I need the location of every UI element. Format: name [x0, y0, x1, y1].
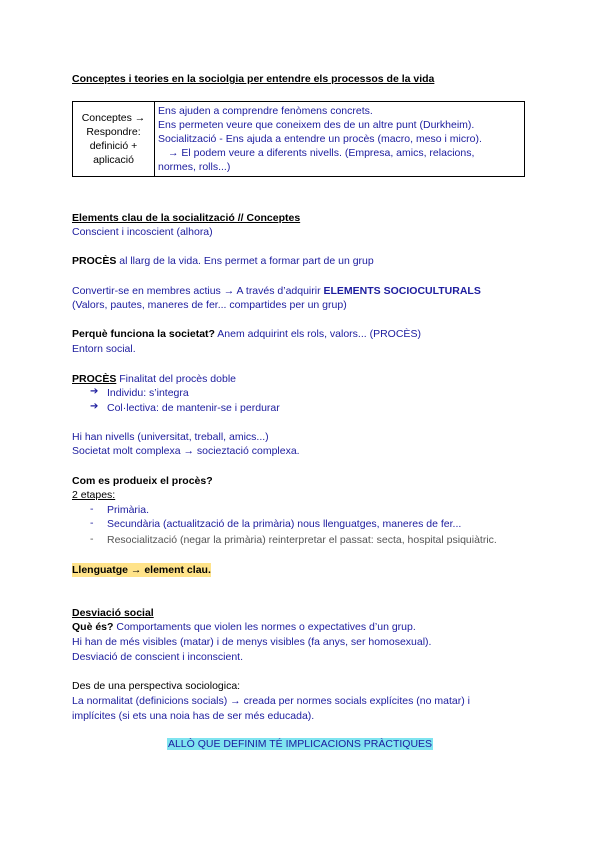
convertir-line: [72, 284, 481, 298]
left-cell-line: aplicació: [93, 154, 134, 166]
dash-bullet-icon: -: [90, 503, 94, 515]
arrow-bullet-icon: ➔: [90, 401, 99, 412]
finalitat-line: [72, 372, 236, 386]
convertir-line-2: (Valors, pautes, maneres de fer... compartides per un grup): [72, 299, 347, 311]
etapa-item: Primària.: [107, 504, 150, 516]
left-cell-line: definició +: [89, 140, 138, 152]
concept-table: [72, 101, 525, 177]
proces-rest: al llarg de la vida. Ens permet a formar part de un grup: [116, 255, 374, 267]
dash-bullet-icon: -: [90, 533, 94, 545]
normalitat-line-1: La normalitat (definicions socials) → creada per normes socials explícites (no matar) i: [72, 695, 470, 707]
right-cell-line: Ens ajuden a comprendre fenòmens concrets.: [158, 105, 373, 117]
etapa-item: Secundària (actualització de la primària) nous llenguatges, maneres de fer...: [107, 518, 462, 530]
proces-bold: PROCÈS: [72, 255, 117, 267]
finalitat-bold: PROCÈS: [72, 373, 117, 385]
conscient-line: Conscient i incoscient (alhora): [72, 226, 213, 238]
convertir-bold: ELEMENTS SOCIOCULTURALS: [323, 285, 481, 297]
que-line: [72, 620, 416, 634]
etapes-label: 2 etapes:: [72, 489, 116, 501]
callout-wrapper: [0, 738, 600, 750]
visibles-line: Hi han de més visibles (matar) i de menys visibles (fa anys, ser homosexual).: [72, 636, 432, 648]
com-heading: Com es produeix el procès?: [72, 475, 213, 487]
proces-line: [72, 254, 374, 268]
left-cell-line: Conceptes →: [81, 112, 146, 124]
section-heading-desviacio: Desviació social: [72, 607, 154, 619]
right-cell-line: normes, rolls...): [158, 161, 231, 173]
etapa-item: Resocialització (negar la primària) reinterpretar el passat: secta, hospital psiquiàtric.: [107, 534, 497, 546]
perque-line: [72, 327, 421, 341]
concept-table-right-cell: [155, 102, 525, 177]
perque-rest: Anem adquirint els rols, valors... (PROCÈS): [214, 328, 421, 340]
nivells-line: Hi han nivells (universitat, treball, amics...): [72, 431, 269, 443]
finalitat-rest: Finalitat del procès doble: [116, 373, 236, 385]
document-title: Conceptes i teories en la sociolgia per entendre els processos de la vida: [72, 73, 435, 85]
complexa-line: Societat molt complexa → socieztació complexa.: [72, 445, 300, 457]
que-rest: Comportaments que violen les normes o expectatives d’un grup.: [113, 621, 416, 633]
concept-table-left-cell: [73, 102, 155, 177]
entorn-line: Entorn social.: [72, 343, 136, 355]
convertir-pre: Convertir-se en membres actius → A través d’adquirir: [72, 285, 324, 297]
que-bold: Què és?: [72, 621, 114, 633]
arrow-bullet-icon: ➔: [90, 386, 99, 397]
dash-bullet-icon: -: [90, 517, 94, 529]
right-cell-line: Socialització - Ens ajuda a entendre un procès (macro, meso i micro).: [158, 133, 482, 145]
perspectiva-line: Des de una perspectiva sociologica:: [72, 680, 241, 692]
right-cell-line: Ens permeten veure que coneixem des de un altre punt (Durkheim).: [158, 119, 475, 131]
perque-bold: Perquè funciona la societat?: [72, 328, 215, 340]
right-cell-line: → El podem veure a diferents nivells. (Empresa, amics, relacions,: [168, 147, 475, 159]
finalitat-item: Individu: s’integra: [107, 387, 189, 399]
normalitat-line-2: implícites (si ets una noia has de ser més educada).: [72, 710, 315, 722]
llenguatge-highlight: Llenguatge → element clau.: [72, 564, 211, 576]
finalitat-item: Col·lectiva: de mantenir-se i perdurar: [107, 402, 280, 414]
left-cell-line: Respondre:: [86, 126, 141, 138]
section-heading-elements: Elements clau de la socialització // Conceptes: [72, 212, 301, 224]
callout-highlight: ALLÒ QUE DEFINIM TÉ IMPLICACIONS PRÀCTIQUES: [167, 738, 433, 750]
desviacio-line: Desviació de conscient i inconscient.: [72, 651, 244, 663]
